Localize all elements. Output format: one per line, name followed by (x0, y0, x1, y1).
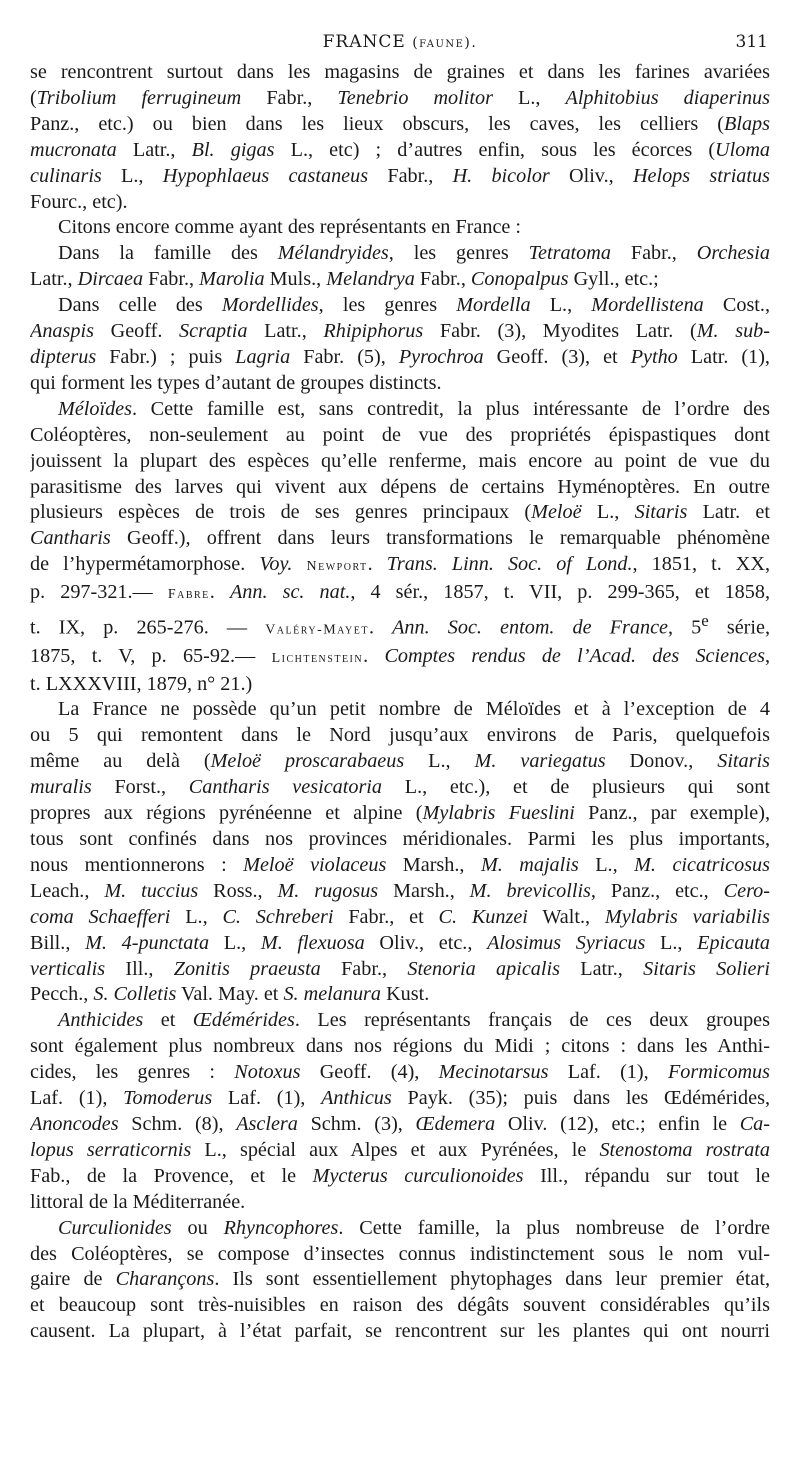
text-run: qui forment les types d’autant de groupes distincts. (30, 371, 442, 394)
text-run: , Panz., etc., (590, 879, 724, 902)
text-run: L., (578, 853, 635, 876)
text-run: L., etc.), et de plusieurs qui sont (382, 776, 770, 799)
italic-run: Mordellides (221, 294, 319, 317)
text-line (30, 215, 770, 241)
text-run: tous sont confinés dans nos provinces méridionales. Parmi les plus importants, (30, 828, 770, 851)
italic-run: Mycterus curculionoides (312, 1164, 524, 1187)
italic-run: Sitaris (634, 501, 688, 524)
italic-run: C. Kunzei (438, 905, 528, 928)
text-run: p. 297-321.— (30, 581, 168, 604)
text-run: Kust. (381, 983, 430, 1006)
italic-run: Ann. sc. nat. (229, 581, 351, 604)
title-main: FRANCE (322, 32, 406, 52)
italic-run: lopus serraticornis (30, 1138, 192, 1161)
italic-run: Uloma (715, 138, 770, 161)
italic-run: Pyrochroa (398, 345, 484, 368)
italic-run: Tomoderus (123, 1087, 213, 1110)
text-run: Fabr.) ; puis (96, 345, 236, 368)
text-run: Fabr., (241, 86, 338, 109)
text-run: Ill., (105, 957, 174, 980)
text-line (30, 1319, 770, 1345)
text-run: . Ils sont essentiellement phytophages dans leur premier état, (214, 1268, 770, 1291)
italic-run: Stenoria apicalis (407, 957, 560, 980)
text-run: Fabr. (3), Myodites Latr. ( (423, 320, 697, 343)
italic-run: Rhyncophores (223, 1216, 339, 1239)
text-run: Laf. (1), (548, 1061, 668, 1084)
text-run: ou 5 qui remontent dans le Nord jusqu’aux environs de Paris, quelquefois (30, 724, 770, 747)
text-run: Marsh., (378, 879, 470, 902)
text-line (30, 931, 770, 957)
author-name: Newport (306, 559, 368, 575)
text-run: , 1851, t. XX, (632, 553, 770, 576)
title-sub: (faune). (412, 35, 478, 51)
text-run: nous mentionnerons : (30, 853, 244, 876)
text-line (30, 1008, 770, 1034)
italic-run: S. Colletis (93, 983, 177, 1006)
text-line (30, 345, 770, 371)
text-run: sont également plus nombreux dans nos régions du Midi ; citons : dans les Anthi- (30, 1035, 770, 1058)
text-run: 1875, t. V, p. 65-92.— (30, 644, 272, 667)
text-run: Dans celle des (58, 294, 222, 317)
italic-run: Œdemera (415, 1112, 496, 1135)
text-line (30, 905, 770, 931)
italic-run: Charançons (115, 1268, 215, 1291)
author-name: Lichtenstein (271, 650, 364, 666)
text-run: Fabr., (320, 957, 408, 980)
text-run: Latr., (559, 957, 644, 980)
italic-run: Blaps (724, 112, 770, 135)
italic-run: Anthicides (58, 1009, 144, 1032)
italic-run: Scraptia (179, 320, 248, 343)
italic-run: Meloë violaceus (243, 853, 387, 876)
italic-run: Sitaris (717, 750, 770, 773)
text-line (30, 723, 770, 749)
italic-run: mucronata (30, 138, 117, 161)
text-run: Fabr., (368, 164, 453, 187)
text-line (30, 644, 770, 672)
text-run: même au delà ( (30, 750, 211, 773)
text-run: et beaucoup sont très-nuisibles en raison des dégâts souvent considérables qu’ils (30, 1294, 770, 1317)
text-run: Schm. (3), (297, 1112, 416, 1135)
text-line (30, 190, 770, 216)
italic-run: Notoxus (234, 1061, 301, 1084)
text-line (30, 580, 770, 608)
italic-run: verticalis (30, 957, 106, 980)
text-run: propres aux régions pyrénéenne et alpine ( (30, 802, 423, 825)
italic-run: Alosimus Syriacus (487, 931, 646, 954)
text-run: , les genres (318, 294, 457, 317)
text-line (30, 957, 770, 983)
text-line (30, 241, 770, 267)
text-line (30, 86, 770, 112)
italic-run: Bl. gigas (191, 138, 275, 161)
text-line (30, 1190, 770, 1216)
text-run: , 4 sér., 1857, t. VII, p. 299-365, et 1858, (350, 581, 770, 604)
text-run: Dans la famille des (58, 242, 278, 265)
text-run: se rencontrent surtout dans les magasins de graines et dans les farines avariées (30, 61, 770, 83)
italic-run: Comptes rendus de l’Acad. des Sciences (384, 644, 765, 667)
text-line (30, 982, 770, 1008)
text-line (30, 1293, 770, 1319)
italic-run: Cantharis (30, 527, 111, 550)
italic-run: Cantharis vesicatoria (188, 776, 383, 799)
italic-run: M. variegatus (474, 750, 606, 773)
text-run: Fabr., (414, 268, 471, 291)
text-line (30, 319, 770, 345)
text-line (30, 1216, 770, 1242)
text-run: . (368, 616, 393, 639)
text-run: Donov., (605, 750, 718, 773)
italic-run: Hypophlaeus castaneus (162, 164, 369, 187)
text-run: Laf. (1), (30, 1087, 124, 1110)
text-line (30, 608, 770, 644)
italic-run: H. bicolor (452, 164, 550, 187)
text-run: et (143, 1009, 193, 1032)
text-run: , 5 (668, 616, 702, 639)
page-title (30, 32, 770, 52)
italic-run: Anaspis (30, 320, 94, 343)
superscript: e (701, 611, 709, 631)
text-line (30, 112, 770, 138)
text-run: . Cette famille est, sans contredit, la plus intéressante de l’ordre des (132, 397, 770, 420)
text-line (30, 397, 770, 423)
text-run: Payk. (35); puis dans les Œdémérides, (391, 1087, 770, 1110)
text-run: Oliv. (12), etc.; enfin le (495, 1112, 740, 1135)
text-line (30, 371, 770, 397)
text-run: L., spécial aux Alpes et aux Pyrénées, le (191, 1138, 600, 1161)
italic-run: culinaris (30, 164, 102, 187)
text-run: t. IX, p. 265-276. — (30, 616, 266, 639)
text-run: littoral de la Méditerranée. (30, 1190, 246, 1213)
body-text (30, 60, 770, 1345)
italic-run: Mélandryides (277, 242, 389, 265)
text-run: Fabr. (5), (290, 345, 399, 368)
italic-run: muralis (30, 776, 92, 799)
text-line (30, 672, 770, 698)
italic-run: Ca- (739, 1112, 770, 1135)
italic-run: Mordellistena (591, 294, 704, 317)
text-run: Marsh., (386, 853, 481, 876)
italic-run: Epicauta (697, 931, 770, 954)
text-run: . Les représentants français de ces deux groupes (294, 1009, 770, 1032)
text-line (30, 1242, 770, 1268)
text-line (30, 500, 770, 526)
italic-run: Marolia (199, 268, 265, 291)
italic-run: Anoncodes (30, 1112, 119, 1135)
italic-run: Mylabris variabilis (604, 905, 770, 928)
text-line (30, 138, 770, 164)
text-run: Walt., (527, 905, 605, 928)
text-run: parasitisme des larves qui vivent aux dépens de certains Hyménoptères. En outre (30, 475, 770, 498)
italic-run: Ann. Soc. entom. de France (392, 616, 669, 639)
italic-run: Méloïdes (58, 397, 132, 420)
text-run: Leach., (30, 879, 105, 902)
italic-run: Helops striatus (632, 164, 770, 187)
italic-run: M. brevicollis (469, 879, 591, 902)
text-run: L., (581, 501, 635, 524)
author-name: Fabre (167, 587, 210, 603)
italic-run: Orchesia (696, 242, 770, 265)
italic-run: Curculionides (58, 1216, 172, 1239)
italic-run: Alphitobius diaperinus (565, 86, 770, 109)
italic-run: Cero- (723, 879, 770, 902)
text-line (30, 879, 770, 905)
text-line (30, 1164, 770, 1190)
document-page (30, 0, 770, 1474)
italic-run: C. Schreberi (222, 905, 334, 928)
text-run: L., (170, 905, 223, 928)
italic-run: S. melanura (283, 983, 382, 1006)
italic-run: Stenostoma rostrata (599, 1138, 770, 1161)
italic-run: Mordella (456, 294, 531, 317)
text-run: Latr., (116, 138, 192, 161)
text-run: L., etc) ; d’autres enfin, sous les écorces ( (274, 138, 716, 161)
italic-run: Formicomus (667, 1061, 770, 1084)
text-line (30, 775, 770, 801)
text-run: . (209, 581, 230, 604)
text-run: Muls., (264, 268, 327, 291)
text-run: Laf. (1), (212, 1087, 322, 1110)
text-line (30, 423, 770, 449)
text-line (30, 1267, 770, 1293)
text-run: Pecch., (30, 983, 94, 1006)
italic-run: M. rugosus (277, 879, 379, 902)
text-line (30, 267, 770, 293)
text-run: La France ne possède qu’un petit nombre de Méloïdes et à l’exception de 4 (58, 698, 770, 721)
italic-run: M. flexuosa (260, 931, 365, 954)
italic-run: Melandrya (326, 268, 415, 291)
italic-run: Zonitis praeusta (173, 957, 321, 980)
text-run: cides, les genres : (30, 1061, 235, 1084)
italic-run: M. tuccius (104, 879, 199, 902)
text-run: L., (404, 750, 475, 773)
running-head (30, 32, 770, 58)
text-line (30, 1034, 770, 1060)
text-line (30, 552, 770, 580)
text-line (30, 827, 770, 853)
text-run: Geoff. (93, 320, 180, 343)
text-run: Coléoptères, non-seulement au point de vue des propriétés épispastiques dont (30, 423, 770, 446)
text-run: , les genres (388, 242, 529, 265)
text-run: série, (708, 616, 770, 639)
italic-run: Voy. (259, 553, 293, 576)
italic-run: Mylabris Fueslini (422, 802, 575, 825)
text-run: Latr., (247, 320, 324, 343)
text-run: jouissent la plupart des espèces qu’elle renferme, mais encore au point de vue du (30, 449, 770, 472)
text-run: . (367, 553, 387, 576)
italic-run: Tenebrio molitor (337, 86, 493, 109)
page-number: 311 (735, 32, 768, 52)
italic-run: Meloë proscarabaeus (210, 750, 405, 773)
text-run: L., (101, 164, 163, 187)
text-run: ou (171, 1216, 224, 1239)
text-run: L., (492, 86, 566, 109)
text-run: L., (209, 931, 261, 954)
text-line (30, 1060, 770, 1086)
text-run: plusieurs espèces de trois de ses genres principaux ( (30, 501, 532, 524)
text-run: Fourc., etc). (30, 190, 128, 213)
text-run: Schm. (8), (118, 1112, 237, 1135)
italic-run: Meloë (531, 501, 582, 524)
text-line (30, 475, 770, 501)
text-line (30, 1138, 770, 1164)
text-run: Ill., répandu sur tout le (523, 1164, 770, 1187)
italic-run: M. cicatricosus (634, 853, 770, 876)
italic-run: Pytho (630, 345, 678, 368)
text-run: Ross., (198, 879, 278, 902)
italic-run: Sitaris Solieri (643, 957, 770, 980)
text-line (30, 853, 770, 879)
text-run: Panz., etc.) ou bien dans les lieux obscurs, les caves, les celliers ( (30, 112, 725, 135)
text-run: Latr. (1), (677, 345, 770, 368)
text-run: Fabr., (610, 242, 697, 265)
text-run: causent. La plupart, à l’état parfait, se rencontrent sur les plantes qui ont nourri (30, 1320, 770, 1343)
italic-run: M. 4-punctata (85, 931, 210, 954)
text-line (30, 749, 770, 775)
italic-run: Tetratoma (528, 242, 611, 265)
text-run: . Cette famille, la plus nombreuse de l’ordre (338, 1216, 770, 1239)
text-line (30, 60, 770, 86)
text-run: t. LXXXVIII, 1879, n° 21.) (30, 672, 253, 695)
text-run: Latr. et (687, 501, 770, 524)
italic-run: dipterus (30, 345, 97, 368)
text-run: Cost., (703, 294, 770, 317)
italic-run: Rhipiphorus (323, 320, 424, 343)
text-run: Val. May. et (176, 983, 284, 1006)
text-line (30, 293, 770, 319)
text-run: de l’hypermétamorphose. (30, 553, 260, 576)
italic-run: Trans. Linn. Soc. of Lond. (386, 553, 633, 576)
text-run: Gyll., etc.; (568, 268, 659, 291)
italic-run: Tribolium ferrugineum (36, 86, 242, 109)
text-run: des Coléoptères, se compose d’insectes connus indistinctement sous le nom vul- (30, 1242, 770, 1265)
text-run: Geoff. (3), et (483, 345, 631, 368)
italic-run: Œdémérides (192, 1009, 295, 1032)
text-run: ( (30, 86, 37, 109)
text-run: . (363, 644, 385, 667)
italic-run: Dircaea (77, 268, 144, 291)
text-run: Bill., (30, 931, 86, 954)
text-run (292, 553, 306, 575)
italic-run: Lagria (235, 345, 291, 368)
text-run: Fab., de la Provence, et le (30, 1164, 313, 1187)
text-run: Panz., par exemple), (574, 802, 770, 825)
text-run: L., (645, 931, 698, 954)
text-line (30, 1112, 770, 1138)
text-line (30, 697, 770, 723)
italic-run: Anthicus (321, 1087, 392, 1110)
text-run: Geoff.), offrent dans leurs transformations le remarquable phénomène (110, 527, 770, 550)
author-name: Valéry-Mayet (265, 622, 369, 638)
text-line (30, 801, 770, 827)
text-run: , (764, 644, 770, 667)
text-line (30, 164, 770, 190)
text-run: Forst., (91, 776, 189, 799)
italic-run: M. sub- (696, 320, 770, 343)
text-run: Oliv., etc., (364, 931, 488, 954)
italic-run: M. majalis (480, 853, 579, 876)
text-run: Oliv., (549, 164, 633, 187)
text-run: Geoff. (4), (300, 1061, 439, 1084)
italic-run: coma Schaefferi (30, 905, 171, 928)
text-run: gaire de (30, 1268, 116, 1291)
text-line (30, 449, 770, 475)
italic-run: Conopalpus (470, 268, 569, 291)
text-run: Fabr., (143, 268, 200, 291)
text-line (30, 526, 770, 552)
italic-run: Asclera (236, 1112, 298, 1135)
text-line (30, 1086, 770, 1112)
italic-run: Mecinotarsus (438, 1061, 549, 1084)
text-run: L., (530, 294, 592, 317)
text-run: Fabr., et (333, 905, 439, 928)
text-run: Citons encore comme ayant des représentants en France : (58, 216, 522, 239)
text-run: Latr., (30, 268, 78, 291)
